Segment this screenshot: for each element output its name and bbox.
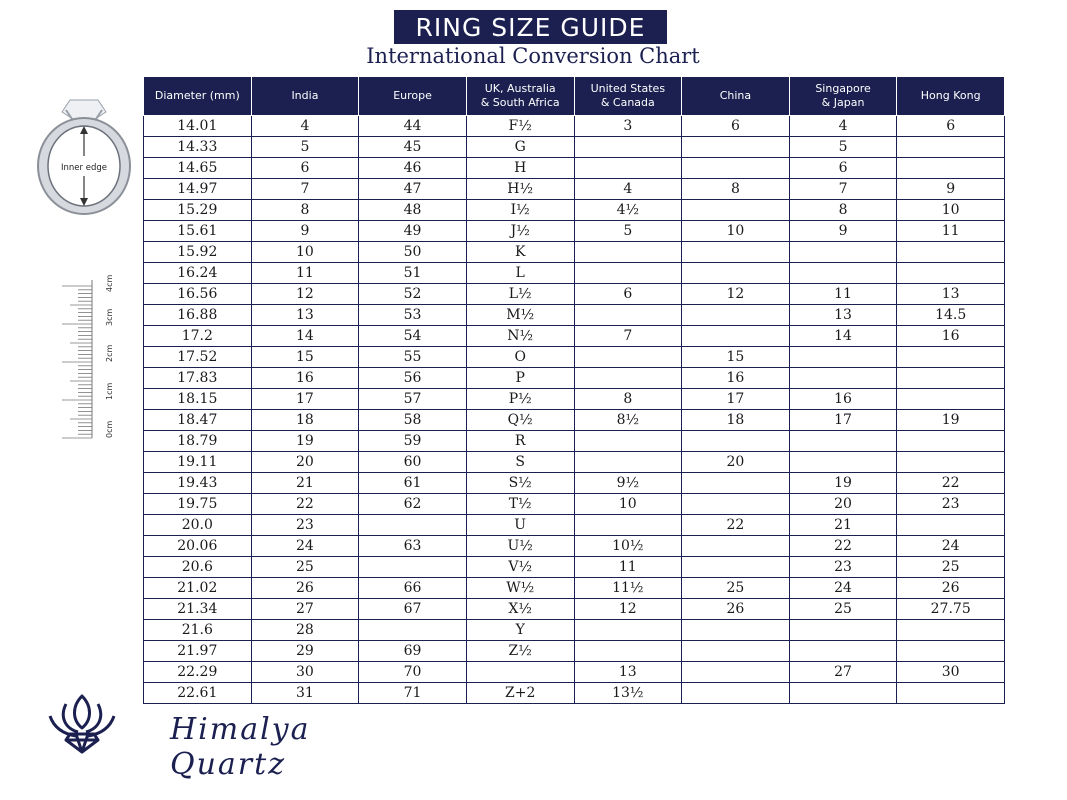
table-cell: 21.97 <box>144 641 252 662</box>
table-row <box>144 641 1005 662</box>
table-cell: T½ <box>466 494 574 515</box>
table-cell: 6 <box>682 116 790 137</box>
ruler-label-0: 0cm <box>105 420 114 438</box>
table-cell: K <box>466 242 574 263</box>
table-row <box>144 284 1005 305</box>
table-cell <box>682 200 790 221</box>
table-cell: 8 <box>789 200 897 221</box>
table-cell: 49 <box>359 221 467 242</box>
table-cell: R <box>466 431 574 452</box>
table-cell: 10 <box>251 242 359 263</box>
table-row <box>144 473 1005 494</box>
table-cell: 14.97 <box>144 179 252 200</box>
table-row <box>144 263 1005 284</box>
table-cell: 6 <box>897 116 1005 137</box>
table-cell <box>897 137 1005 158</box>
table-cell: 30 <box>251 662 359 683</box>
table-cell: 18.15 <box>144 389 252 410</box>
table-cell: 23 <box>789 557 897 578</box>
table-row <box>144 431 1005 452</box>
table-row <box>144 221 1005 242</box>
page-title: RING SIZE GUIDE <box>394 10 667 44</box>
table-cell: 20 <box>251 452 359 473</box>
table-row <box>144 515 1005 536</box>
table-cell <box>574 347 682 368</box>
table-cell <box>897 263 1005 284</box>
table-cell <box>789 263 897 284</box>
table-cell: 15.29 <box>144 200 252 221</box>
table-row <box>144 494 1005 515</box>
table-cell: 3 <box>574 116 682 137</box>
table-row <box>144 137 1005 158</box>
table-cell: 10 <box>897 200 1005 221</box>
table-cell: 14.5 <box>897 305 1005 326</box>
table-cell <box>682 305 790 326</box>
table-cell: 20.0 <box>144 515 252 536</box>
table-cell <box>574 242 682 263</box>
table-cell: 4½ <box>574 200 682 221</box>
column-header: Diameter (mm) <box>144 77 252 116</box>
table-cell <box>789 683 897 704</box>
table-cell: 12 <box>682 284 790 305</box>
table-cell: 21 <box>789 515 897 536</box>
table-cell <box>359 557 467 578</box>
table-cell: H½ <box>466 179 574 200</box>
table-cell: 18 <box>682 410 790 431</box>
table-cell <box>359 515 467 536</box>
table-cell: 8½ <box>574 410 682 431</box>
page-subtitle: International Conversion Chart <box>366 44 700 68</box>
table-row <box>144 326 1005 347</box>
table-cell: 13 <box>251 305 359 326</box>
table-cell: 11½ <box>574 578 682 599</box>
table-cell: 8 <box>251 200 359 221</box>
table-cell: 44 <box>359 116 467 137</box>
lotus-diamond-logo-icon <box>46 690 118 756</box>
table-cell: 5 <box>574 221 682 242</box>
ring-illustration-icon <box>36 96 132 216</box>
table-cell: 46 <box>359 158 467 179</box>
table-cell <box>466 662 574 683</box>
table-cell: 22.29 <box>144 662 252 683</box>
ruler-label-2: 2cm <box>105 344 114 362</box>
table-cell: 25 <box>789 599 897 620</box>
table-cell: N½ <box>466 326 574 347</box>
table-row <box>144 557 1005 578</box>
table-cell: 7 <box>789 179 897 200</box>
table-cell: 5 <box>251 137 359 158</box>
table-row <box>144 536 1005 557</box>
table-cell: 54 <box>359 326 467 347</box>
table-cell <box>897 683 1005 704</box>
table-cell: 27 <box>251 599 359 620</box>
table-cell: 47 <box>359 179 467 200</box>
table-cell <box>897 620 1005 641</box>
table-row <box>144 662 1005 683</box>
table-cell: 10 <box>574 494 682 515</box>
table-row <box>144 242 1005 263</box>
table-cell: 4 <box>251 116 359 137</box>
table-cell: 66 <box>359 578 467 599</box>
table-cell: 13 <box>897 284 1005 305</box>
ruler-label-4: 4cm <box>105 274 114 292</box>
table-cell: P½ <box>466 389 574 410</box>
table-cell: 20.6 <box>144 557 252 578</box>
table-cell: 18.79 <box>144 431 252 452</box>
table-cell: 14 <box>789 326 897 347</box>
table-cell: 16.24 <box>144 263 252 284</box>
table-cell: 13 <box>574 662 682 683</box>
table-cell: U <box>466 515 574 536</box>
table-cell <box>682 158 790 179</box>
table-cell: 19.75 <box>144 494 252 515</box>
table-cell: 61 <box>359 473 467 494</box>
ruler-icon <box>50 270 120 450</box>
table-cell: 24 <box>897 536 1005 557</box>
table-cell: 21.02 <box>144 578 252 599</box>
table-cell: 51 <box>359 263 467 284</box>
table-cell: 4 <box>789 116 897 137</box>
table-cell: M½ <box>466 305 574 326</box>
table-cell <box>682 137 790 158</box>
table-cell: Z+2 <box>466 683 574 704</box>
table-cell: 7 <box>574 326 682 347</box>
table-cell: 14.65 <box>144 158 252 179</box>
table-cell <box>682 473 790 494</box>
table-cell: 23 <box>897 494 1005 515</box>
table-cell: L <box>466 263 574 284</box>
table-cell: 11 <box>251 263 359 284</box>
table-cell <box>682 662 790 683</box>
table-cell: 19 <box>789 473 897 494</box>
table-cell: 53 <box>359 305 467 326</box>
table-cell <box>574 263 682 284</box>
table-cell: 10 <box>682 221 790 242</box>
table-cell: 19 <box>897 410 1005 431</box>
table-cell: 70 <box>359 662 467 683</box>
table-row <box>144 620 1005 641</box>
table-cell: 14 <box>251 326 359 347</box>
table-cell: 11 <box>574 557 682 578</box>
table-cell: 8 <box>574 389 682 410</box>
table-cell: 30 <box>897 662 1005 683</box>
table-row <box>144 683 1005 704</box>
table-cell: 15 <box>251 347 359 368</box>
table-cell: 16 <box>897 326 1005 347</box>
table-cell: 8 <box>682 179 790 200</box>
table-cell: 16.56 <box>144 284 252 305</box>
ring-size-table <box>143 76 1005 704</box>
table-cell: 26 <box>897 578 1005 599</box>
table-cell <box>682 683 790 704</box>
table-cell: 7 <box>251 179 359 200</box>
table-cell <box>574 368 682 389</box>
table-cell: 29 <box>251 641 359 662</box>
table-row <box>144 389 1005 410</box>
table-cell: 6 <box>574 284 682 305</box>
table-cell: 28 <box>251 620 359 641</box>
table-cell: 20 <box>789 494 897 515</box>
table-cell <box>682 431 790 452</box>
table-cell: 59 <box>359 431 467 452</box>
table-cell: 22 <box>682 515 790 536</box>
table-row <box>144 305 1005 326</box>
table-cell: 16 <box>682 368 790 389</box>
table-cell: 26 <box>251 578 359 599</box>
column-header: Singapore & Japan <box>789 77 897 116</box>
column-header: India <box>251 77 359 116</box>
table-cell: 16 <box>251 368 359 389</box>
table-cell: 27 <box>789 662 897 683</box>
table-cell: 25 <box>251 557 359 578</box>
table-cell: Z½ <box>466 641 574 662</box>
table-cell: 19.43 <box>144 473 252 494</box>
table-cell: 17 <box>251 389 359 410</box>
brand-signature: Himalya Quartz <box>170 712 311 782</box>
table-cell <box>682 557 790 578</box>
table-cell: 12 <box>251 284 359 305</box>
table-cell: 9 <box>789 221 897 242</box>
table-cell <box>789 347 897 368</box>
table-cell: 58 <box>359 410 467 431</box>
table-cell: 71 <box>359 683 467 704</box>
table-cell: 25 <box>897 557 1005 578</box>
table-row <box>144 200 1005 221</box>
table-row <box>144 116 1005 137</box>
table-cell: 22 <box>251 494 359 515</box>
table-cell: 22.61 <box>144 683 252 704</box>
table-cell <box>897 347 1005 368</box>
column-header: Europe <box>359 77 467 116</box>
table-cell: 19 <box>251 431 359 452</box>
table-cell <box>789 242 897 263</box>
table-cell <box>574 452 682 473</box>
table-cell: 19.11 <box>144 452 252 473</box>
table-cell: 62 <box>359 494 467 515</box>
column-header: Hong Kong <box>897 77 1005 116</box>
table-cell <box>574 431 682 452</box>
table-cell: 26 <box>682 599 790 620</box>
table-cell <box>359 620 467 641</box>
table-cell: 60 <box>359 452 467 473</box>
table-cell <box>574 158 682 179</box>
table-cell: J½ <box>466 221 574 242</box>
table-cell: 14.01 <box>144 116 252 137</box>
column-header: United States & Canada <box>574 77 682 116</box>
table-cell <box>897 641 1005 662</box>
table-cell <box>574 305 682 326</box>
table-cell: 21 <box>251 473 359 494</box>
table-cell: 14.33 <box>144 137 252 158</box>
table-cell: 16.88 <box>144 305 252 326</box>
table-cell <box>897 242 1005 263</box>
table-cell: 13 <box>789 305 897 326</box>
table-row <box>144 179 1005 200</box>
table-cell <box>574 641 682 662</box>
table-cell: 31 <box>251 683 359 704</box>
table-cell <box>897 452 1005 473</box>
table-cell: V½ <box>466 557 574 578</box>
table-cell: 22 <box>897 473 1005 494</box>
table-cell <box>574 137 682 158</box>
table-cell: 9 <box>251 221 359 242</box>
table-cell: 22 <box>789 536 897 557</box>
table-cell: H <box>466 158 574 179</box>
table-cell: L½ <box>466 284 574 305</box>
table-cell: 55 <box>359 347 467 368</box>
table-cell <box>682 263 790 284</box>
table-cell: Q½ <box>466 410 574 431</box>
table-cell: 5 <box>789 137 897 158</box>
column-header: China <box>682 77 790 116</box>
table-cell: S½ <box>466 473 574 494</box>
table-cell: S <box>466 452 574 473</box>
table-cell: 25 <box>682 578 790 599</box>
table-cell: U½ <box>466 536 574 557</box>
table-cell: P <box>466 368 574 389</box>
table-cell: 17 <box>682 389 790 410</box>
table-cell: 63 <box>359 536 467 557</box>
table-cell: 48 <box>359 200 467 221</box>
table-cell: 20 <box>682 452 790 473</box>
table-cell <box>789 641 897 662</box>
table-cell: 17.52 <box>144 347 252 368</box>
table-row <box>144 368 1005 389</box>
table-cell: 24 <box>789 578 897 599</box>
table-cell: 17 <box>789 410 897 431</box>
table-cell: 23 <box>251 515 359 536</box>
table-cell: 4 <box>574 179 682 200</box>
table-cell: F½ <box>466 116 574 137</box>
table-cell: 27.75 <box>897 599 1005 620</box>
table-cell <box>789 368 897 389</box>
table-cell <box>897 431 1005 452</box>
table-cell: 69 <box>359 641 467 662</box>
table-cell: 18 <box>251 410 359 431</box>
table-cell: 16 <box>789 389 897 410</box>
table-row <box>144 599 1005 620</box>
table-row <box>144 158 1005 179</box>
table-cell: 12 <box>574 599 682 620</box>
table-cell <box>897 158 1005 179</box>
table-cell: 11 <box>789 284 897 305</box>
table-cell: 10½ <box>574 536 682 557</box>
table-cell: 15.92 <box>144 242 252 263</box>
table-cell <box>897 368 1005 389</box>
table-cell <box>897 515 1005 536</box>
table-cell: G <box>466 137 574 158</box>
table-cell <box>682 494 790 515</box>
table-cell: 67 <box>359 599 467 620</box>
table-cell: X½ <box>466 599 574 620</box>
table-cell: 20.06 <box>144 536 252 557</box>
table-cell: I½ <box>466 200 574 221</box>
table-cell: 45 <box>359 137 467 158</box>
table-cell: 21.34 <box>144 599 252 620</box>
ring-inner-edge-label: Inner edge <box>61 163 107 173</box>
table-cell <box>789 620 897 641</box>
table-cell: 6 <box>789 158 897 179</box>
ruler-label-1: 1cm <box>105 382 114 400</box>
table-cell: 52 <box>359 284 467 305</box>
table-cell <box>897 389 1005 410</box>
table-cell: 56 <box>359 368 467 389</box>
table-cell <box>574 620 682 641</box>
table-cell: 11 <box>897 221 1005 242</box>
table-cell: 21.6 <box>144 620 252 641</box>
table-cell: 6 <box>251 158 359 179</box>
table-row <box>144 347 1005 368</box>
table-cell <box>682 242 790 263</box>
ruler-label-3: 3cm <box>105 308 114 326</box>
table-cell: 15 <box>682 347 790 368</box>
table-cell: Y <box>466 620 574 641</box>
table-cell: 18.47 <box>144 410 252 431</box>
table-cell: 24 <box>251 536 359 557</box>
table-cell <box>789 452 897 473</box>
table-cell: 9 <box>897 179 1005 200</box>
table-cell: 50 <box>359 242 467 263</box>
table-cell <box>574 515 682 536</box>
table-cell: 17.2 <box>144 326 252 347</box>
table-cell: 9½ <box>574 473 682 494</box>
table-cell <box>789 431 897 452</box>
table-cell: 15.61 <box>144 221 252 242</box>
table-row <box>144 452 1005 473</box>
table-cell: O <box>466 347 574 368</box>
table-cell: 17.83 <box>144 368 252 389</box>
table-cell <box>682 641 790 662</box>
column-header: UK, Australia & South Africa <box>466 77 574 116</box>
table-cell: 13½ <box>574 683 682 704</box>
table-row <box>144 410 1005 431</box>
table-cell <box>682 326 790 347</box>
table-cell <box>682 620 790 641</box>
table-header-row <box>144 77 1005 116</box>
table-row <box>144 578 1005 599</box>
table-cell <box>682 536 790 557</box>
table-cell: 57 <box>359 389 467 410</box>
table-cell: W½ <box>466 578 574 599</box>
